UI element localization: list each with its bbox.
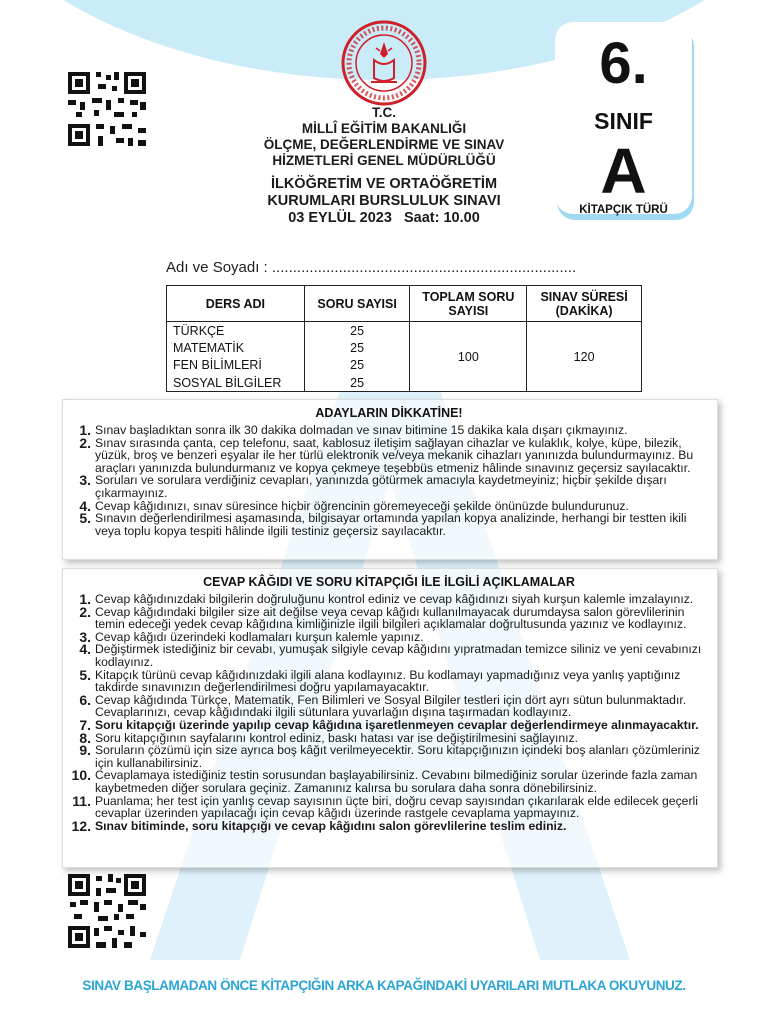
item-text: Cevap kâğıdındaki bilgiler size ait değilse veya cevap kâğıdı kullanılmayacak durumdaysa salon görevlilerinin temin edeceği yedek cevap kâğıdına kimliğinizle ilgili bilgileri açıklamalar doğrultusunda yazınız ve kodlayınız. [95,604,687,632]
item-number: 3. [79,472,91,489]
exam-info-table [166,285,642,392]
item-text: Puanlama; her test için yanlış cevap sayısının üçte biri, doğru cevap sayısından çıkarılarak elde edilecek geçerli cevaplar üzerinden yapılacağı için cevap kâğıdı üzerinde rastgele cevaplama yapmayınız. [95,793,698,821]
item-number: 6. [79,691,91,708]
grade-booklet-box [555,22,692,214]
item-number: 4. [79,497,91,514]
item-number: 5. [79,666,91,683]
item-text: Cevaplamaya istediğiniz testin sorusundan başlayabilirsiniz. Cevabını bilmediğiniz sorular üzerinde fazla zaman kaybetmeden diğer sorulara geçiniz. Zamanınız kalırsa bu sorulara daha sonra dönebilirsiniz. [95,768,698,795]
item-text: Soruların çözümü için size ayrıca boş kâğıt verilmeyecektir. Soru kitapçığınızın içindeki boş alanları çözümleriniz için kullanabilirsiniz. [95,743,700,770]
question-count-cell: 25 [304,357,410,375]
name-field[interactable]: Adı ve Soyadı : ......................................................................... [166,259,577,276]
item-text: Sınav sırasında çanta, cep telefonu, saat, kablosuz iletişim sağlayan cihazlar ve kulaklık, kolye, küpe, bilezik, yüzük, broş ve benzeri eşyalar ile her türlü elektronik ve/veya mekanik cihazları yanınızda bulundurmayınız. Bu araçları yanınızda bulundurmanız ve kopya çekmeye teşebbüs etmeniz hâlinde sınavınız geçersiz sayılacaktır. [95,435,694,475]
grade-label: SINIF [594,108,653,134]
subject-cell: FEN BİLİMLERİ [167,357,305,375]
exam-title-line: İLKÖĞRETİM VE ORTAÖĞRETİM [270,176,498,192]
booklet-type-label: KİTAPÇIK TÜRÜ [579,204,668,216]
item-text: Soru kitapçığı üzerinde yapılıp cevap kâğıdına işaretlenmeyen cevaplar değerlendirmeye alınmayacaktır. [95,717,699,732]
item-number: 2. [79,434,91,451]
meb-logo-icon [341,20,427,106]
list-item [69,666,709,695]
item-number: 9. [79,742,91,759]
panel-title: ADAYLARIN DİKKATİNE! [315,406,463,420]
grade-number: 6. [599,31,648,96]
footer-warning: SINAV BAŞLAMADAN ÖNCE KİTAPÇIĞIN ARKA KAPAĞINDAKİ UYARILARI MUTLAKA OKUYUNUZ. [82,978,686,993]
item-number: 10. [71,767,91,784]
duration-cell: 120 [527,322,642,392]
list-item [69,603,709,632]
item-text: Cevap kâğıdında Türkçe, Matematik, Fen Bilimleri ve Sosyal Bilgiler testleri için dört ayrı sütun bulunmaktadır. Cevaplarınızı, cevap kâğıdındaki ilgili sütunlara yuvarlağın dışına taşırmadan kodlayınız. [95,692,687,720]
panel-title: CEVAP KÂĞIDI VE SORU KİTAPÇIĞI İLE İLGİLİ AÇIKLAMALAR [203,575,575,589]
header-line: ÖLÇME, DEĞERLENDİRME VE SINAV [263,137,505,152]
question-count-cell: 25 [304,339,410,357]
item-number: 8. [79,729,91,746]
item-number: 5. [79,510,91,527]
item-text: Sınav başladıktan sonra ilk 30 dakika dolmadan ve sınav bitimine 15 dakika kala dışarı çıkmayınız. [95,423,628,437]
exam-title-line: KURUMLARI BURSLULUK SINAVI [267,193,501,209]
item-text: Sınav bitiminde, soru kitapçığı ve cevap kâğıdını salon görevlilerine teslim ediniz. [95,818,567,833]
explanations-panel [62,568,718,868]
item-number: 4. [79,641,91,658]
qr-code-icon [68,72,148,148]
table-header: TOPLAM SORU SAYISI [410,286,527,322]
item-text: Değiştirmek istediğiniz bir cevabı, yumuşak silgiyle cevap kâğıdını yıpratmadan temizce siliniz ve yeni cevabınızı kodlayınız. [95,642,702,669]
list-item [69,817,709,834]
total-questions-cell: 100 [410,322,527,392]
item-text: Cevap kâğıdınızdaki bilgilerin doğruluğunu kontrol ediniz ve cevap kâğıdınızı siyah kurşun kalemle imzalayınız. [95,592,694,606]
exam-date: 03 EYLÜL 2023 Saat: 10.00 [288,210,480,226]
list-item [69,769,709,794]
item-number: 12. [71,817,91,834]
booklet-letter: A [600,135,647,207]
subject-cell: MATEMATİK [167,339,305,357]
question-count-cell: 25 [304,322,410,340]
item-number: 11. [72,792,91,809]
item-text: Kitapçık türünü cevap kâğıdınızdaki ilgili alana kodlayınız. Bu kodlamayı yapmadığınız veya yanlış yaptığınız takdirde sınavınızın değerlendirilmesi doğru yapılamayacaktır. [95,667,681,695]
qr-code-icon [68,874,148,950]
attention-list [69,424,709,537]
header-line: T.C. [371,105,396,120]
item-text: Soru kitapçığının sayfalarını kontrol ediniz, baskı hatası var ise değiştirilmesini sağlayınız. [95,730,578,745]
item-text: Sınavın değerlendirilmesi aşamasında, bilgisayar ortamında yapılan kopya analizinde, herhangi bir testten ikili veya toplu kopya tespiti hâlinde ilgili testiniz geçersiz sayılacaktır. [95,511,687,538]
item-number: 2. [79,603,91,620]
list-item [69,434,709,475]
list-item [69,691,709,720]
table-header: DERS ADI [167,286,305,322]
item-text: Soruları ve sorulara verdiğiniz cevapları, yanınızda götürmek amacıyla kaydetmeyiniz; hiçbir şekilde dışarı çıkarmayınız. [95,473,667,500]
candidate-attention-panel [62,399,718,560]
list-item [69,512,709,537]
subject-cell: SOSYAL BİLGİLER [167,374,305,392]
item-number: 1. [79,591,91,607]
item-text: Cevap kâğıdınızı, sınav süresince hiçbir öğrencinin göremeyeceği şekilde önünüzde bulundurunuz. [95,498,629,513]
list-item [69,474,709,499]
question-count-cell: 25 [304,374,410,392]
list-item [69,744,709,769]
list-item [69,792,709,821]
table-header: SINAV SÜRESİ (DAKİKA) [527,286,642,322]
item-number: 1. [79,422,91,438]
item-text: Cevap kâğıdı üzerindeki kodlamaları kurşun kalemle yapınız. [95,629,424,644]
item-number: 7. [79,716,91,733]
table-header: SORU SAYISI [304,286,410,322]
subject-cell: TÜRKÇE [167,322,305,340]
item-number: 3. [79,628,91,645]
header-line: HİZMETLERİ GENEL MÜDÜRLÜĞÜ [272,153,496,168]
explanations-list [69,593,709,832]
issuer-header [214,105,554,227]
header-line: MİLLÎ EĞİTİM BAKANLIĞI [301,121,467,136]
list-item [69,643,709,668]
